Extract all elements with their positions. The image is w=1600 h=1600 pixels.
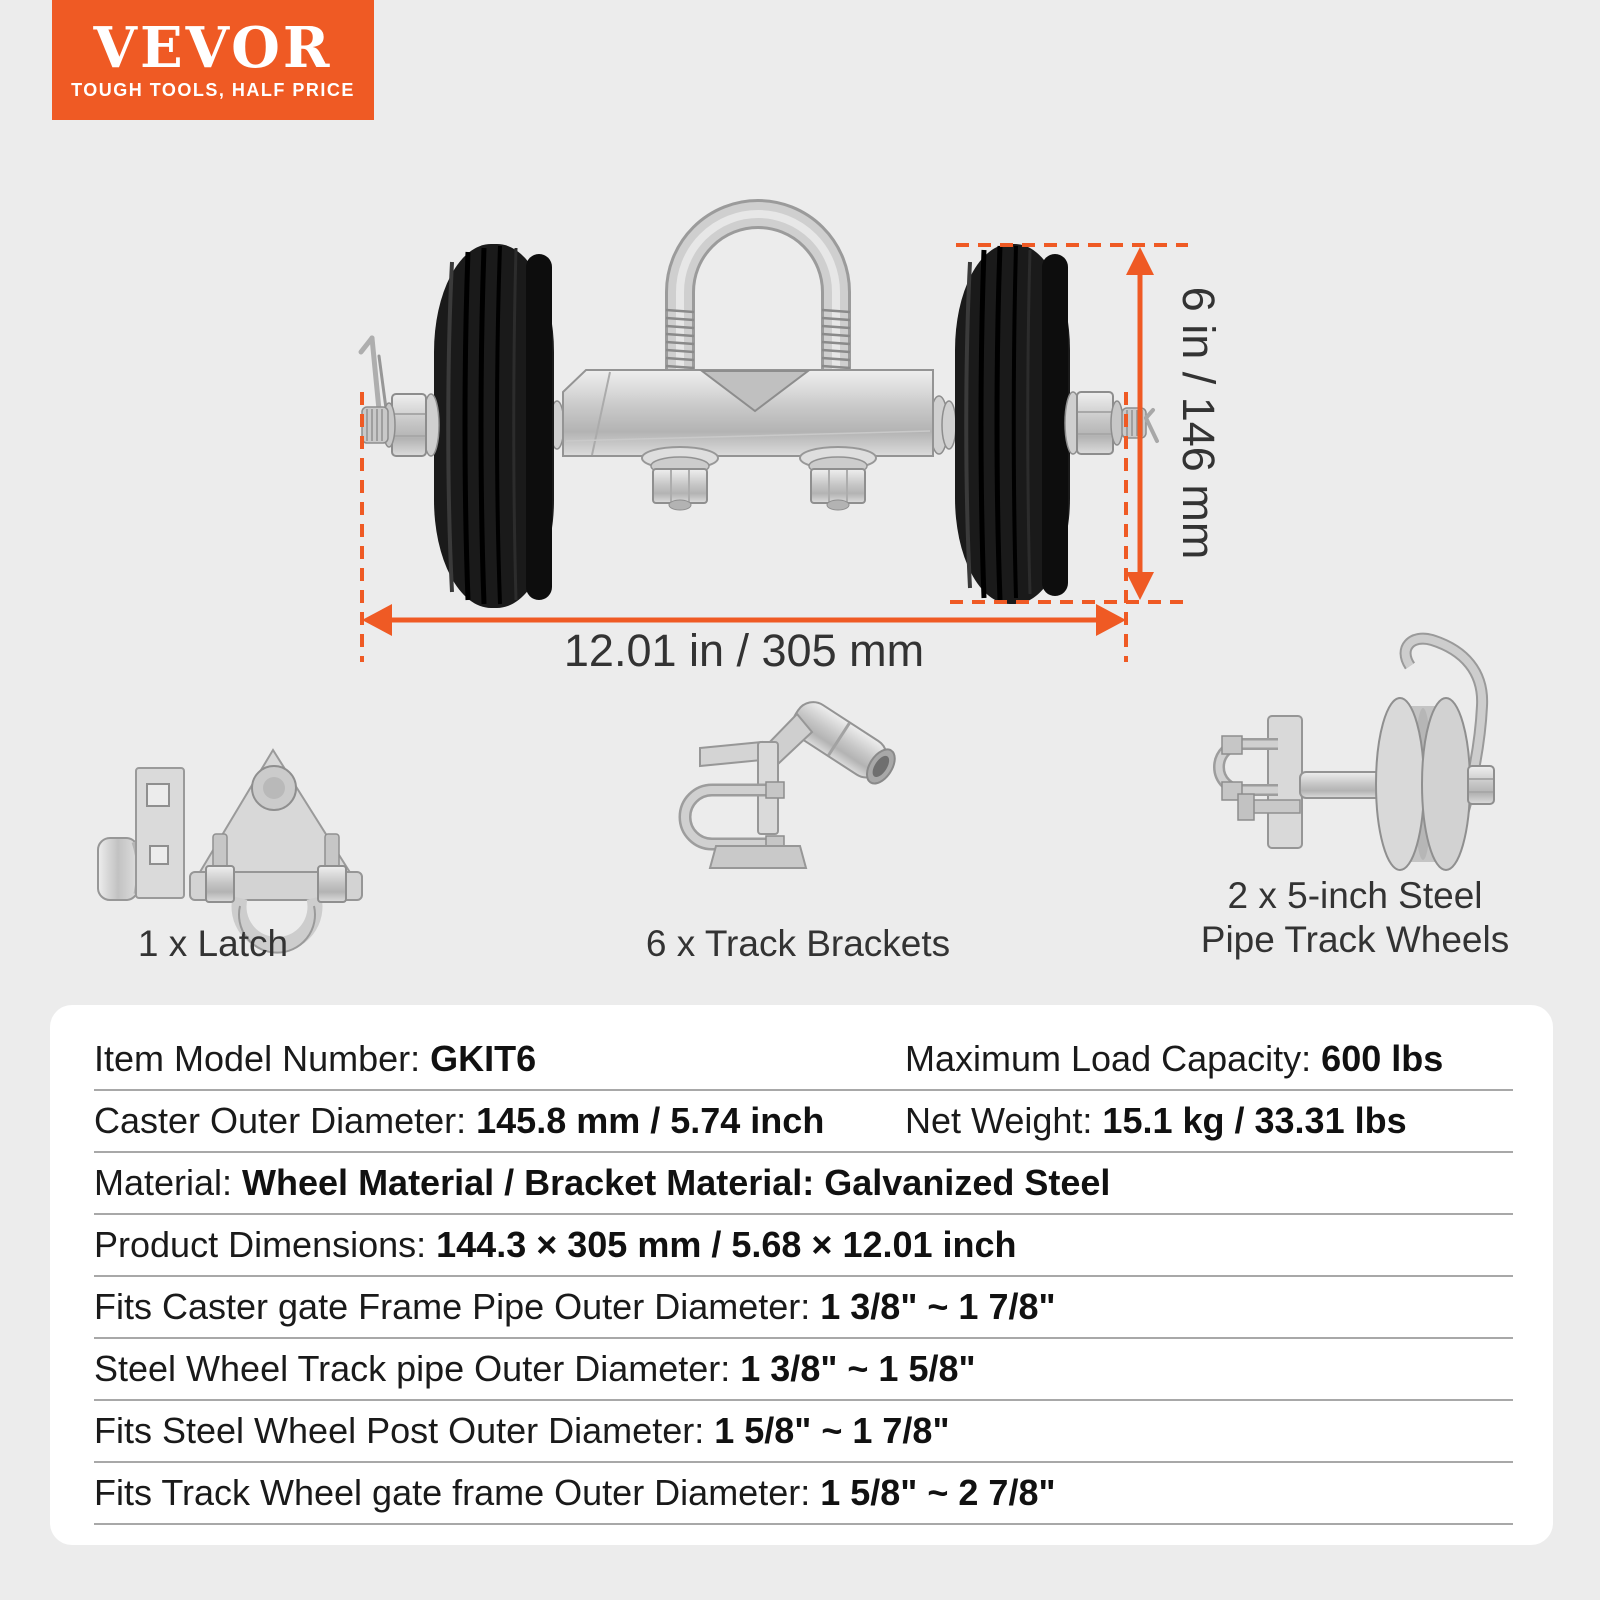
spec-row	[94, 1029, 1513, 1091]
spec-row	[94, 1463, 1513, 1525]
spec-value: 144.3 × 305 mm / 5.68 × 12.01 inch	[436, 1224, 1017, 1265]
spec-value: GKIT6	[430, 1038, 537, 1079]
dim-width-label: 12.01 in / 305 mm	[563, 625, 925, 676]
spec-label: Fits Caster gate Frame Pipe Outer Diameter:	[94, 1286, 821, 1327]
spec-row	[94, 1401, 1513, 1463]
track-bracket-illustration	[685, 695, 901, 868]
spec-value: 1 3/8" ~ 1 7/8"	[820, 1286, 1056, 1327]
latch-caption: 1 x Latch	[137, 923, 289, 964]
spec-col-right	[905, 1029, 1443, 1088]
spec-row	[94, 1091, 1513, 1153]
spec-label: Product Dimensions:	[94, 1224, 437, 1265]
track-brackets-caption: 6 x Track Brackets	[645, 923, 951, 964]
spec-value: 145.8 mm / 5.74 inch	[476, 1100, 825, 1141]
spec-row	[94, 1339, 1513, 1401]
clamp-bolt-left	[642, 447, 718, 510]
spec-value: 1 3/8" ~ 1 5/8"	[740, 1348, 976, 1389]
track-wheels-caption	[1155, 874, 1555, 962]
brand-name: VEVOR	[93, 14, 333, 81]
spec-label: Caster Outer Diameter:	[94, 1100, 477, 1141]
spec-label: Fits Steel Wheel Post Outer Diameter:	[94, 1410, 715, 1451]
brand-logo	[52, 0, 374, 120]
clamp-bolt-right	[800, 447, 876, 510]
track-wheel-illustration	[1219, 639, 1494, 870]
right-axle-bolt	[1065, 392, 1157, 454]
spec-label: Net Weight:	[905, 1100, 1103, 1141]
spec-label: Fits Track Wheel gate frame Outer Diameter:	[94, 1472, 821, 1513]
track-wheels-caption-line2: Pipe Track Wheels	[1200, 919, 1510, 960]
spec-card	[50, 1005, 1553, 1545]
brand-tagline: TOUGH TOOLS, HALF PRICE	[71, 79, 355, 100]
spec-label: Item Model Number:	[94, 1038, 431, 1079]
spec-row	[94, 1215, 1513, 1277]
spec-value: 1 5/8" ~ 1 7/8"	[714, 1410, 950, 1451]
spec-row	[94, 1153, 1513, 1215]
track-wheels-caption-line1: 2 x 5-inch Steel	[1227, 875, 1483, 916]
axle-bracket-bar	[563, 370, 933, 456]
left-wheel	[434, 244, 554, 608]
spec-value: 600 lbs	[1321, 1038, 1444, 1079]
spec-label: Maximum Load Capacity:	[905, 1038, 1322, 1079]
gate-caster-illustration	[361, 214, 1224, 676]
spec-value: 15.1 kg / 33.31 lbs	[1102, 1100, 1407, 1141]
spec-value: Wheel Material / Bracket Material: Galvanized Steel	[242, 1162, 1111, 1203]
spec-label: Steel Wheel Track pipe Outer Diameter:	[94, 1348, 741, 1389]
spec-col-right	[905, 1091, 1407, 1150]
dim-height-label: 6 in / 146 mm	[1173, 286, 1224, 560]
spec-label: Material:	[94, 1162, 243, 1203]
spec-value: 1 5/8" ~ 2 7/8"	[820, 1472, 1056, 1513]
spec-row	[94, 1277, 1513, 1339]
left-axle-bolt	[361, 338, 439, 456]
right-wheel	[955, 244, 1070, 604]
u-bolt-icon	[666, 214, 850, 374]
